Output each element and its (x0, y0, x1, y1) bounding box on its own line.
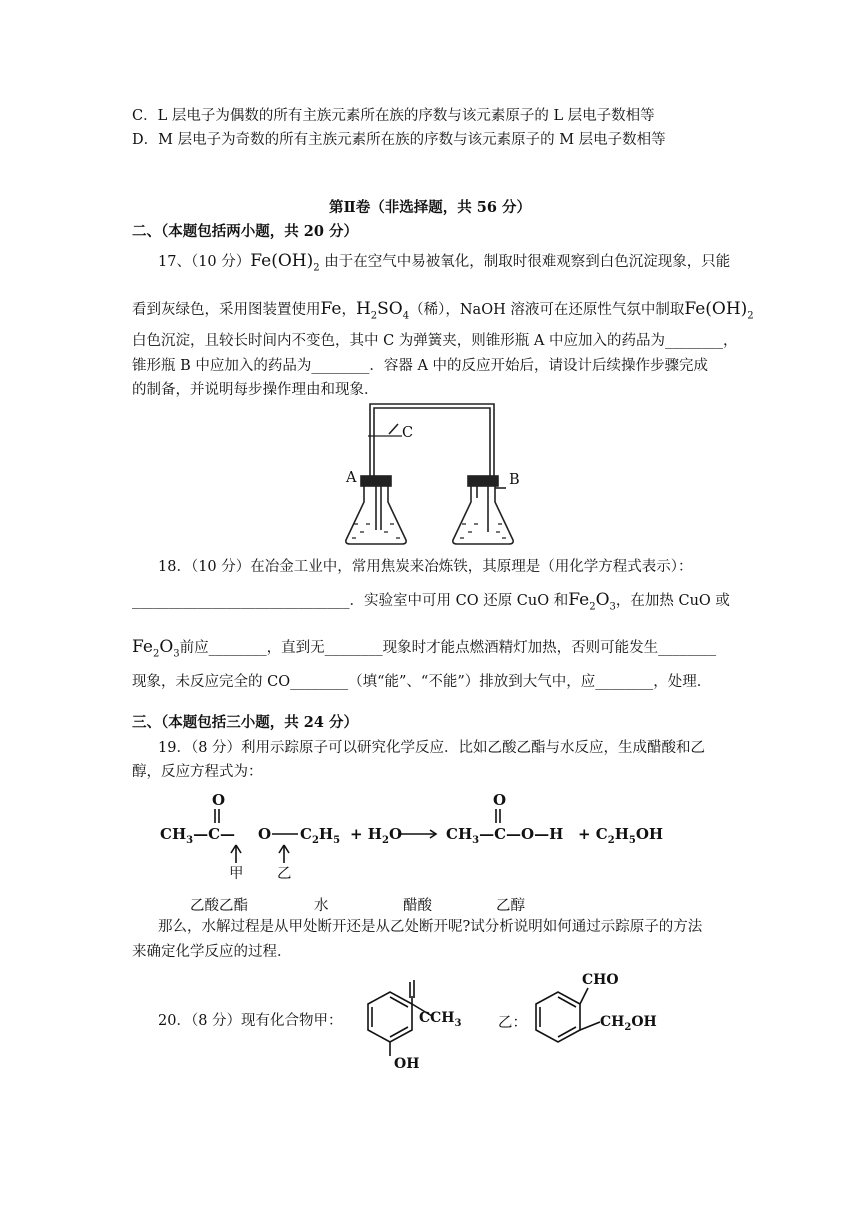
q18-text1: ______________________________．实验室中可用 CO 还原 CuO 和 (132, 593, 569, 609)
section-2-heading: 二、（本题包括两小题，共 20 分） (132, 223, 359, 240)
part2-title: 第Ⅱ卷（非选择题，共 56 分） (329, 199, 531, 216)
label-jia: 甲 (229, 866, 244, 882)
svg-text:O: O (258, 825, 272, 843)
q20-line1: 20．（8 分）现有化合物甲： (158, 1013, 343, 1029)
compound-jia-structure (342, 980, 482, 1072)
q19-line3: 那么，水解过程是从甲处断开还是从乙处断开呢?试分析说明如何通过示踪原子的方法 (158, 919, 703, 935)
formula-fe2o3: $Fe_2O_3$ (568, 590, 616, 613)
q17-line5: 的制备，并说明每步操作理由和现象． (132, 382, 379, 398)
q17-text3: （稀），NaOH 溶液可在还原性气氛中制取 (409, 302, 685, 318)
q17-number: 17、（10 分） (158, 254, 251, 270)
formula-feoh2-2: $Fe(OH)_2$ (684, 299, 754, 322)
q17-text1: 由于在空气中易被氧化，制取时很难观察到白色沉淀现象，只能 (324, 254, 731, 270)
q19-line1: 19．（8 分）利用示踪原子可以研究化学反应．比如乙酸乙酯与水反应，生成醋酸和乙 (158, 740, 706, 756)
formula-h2so4: $H_2SO_4$ (355, 299, 410, 322)
q18-text2: ，在加热 CuO 或 (615, 593, 730, 609)
svg-text:CH2OH: $CH_2OH$ (600, 1014, 657, 1033)
q17-line1 (158, 251, 730, 278)
apparatus-figure (340, 402, 520, 547)
q18-text3: 前应________，直到无________现象时才能点燃酒精灯加热，否则可能发生________ (179, 640, 717, 656)
label-clamp-c: C (402, 425, 414, 441)
name-water: 水 (314, 898, 329, 914)
q17-line2: 看到灰绿色，采用图装置使用Fe，$H_2SO_4$（稀），NaOH 溶液可在还原性气氛中制取$Fe(OH)_2$ (132, 299, 754, 322)
svg-text:CHO: CHO (582, 972, 619, 988)
q17-line3: 白色沉淀，且较长时间内不变色，其中 C 为弹簧夹，则锥形瓶 A 中应加入的药品为________， (132, 333, 738, 349)
formula-fe2o3-2: $Fe_2O_3$ (132, 637, 180, 660)
q17-text2: 看到灰绿色，采用图装置使用 (132, 302, 321, 318)
q18-line3 (132, 637, 716, 664)
label-yi: 乙 (277, 866, 292, 882)
q20-yi-label: 乙： (498, 1015, 527, 1031)
q18-line4: 现象，未反应完全的 CO________（填“能”、“不能”）排放到大气中，应________，处理． (132, 674, 712, 690)
name-ethanol: 乙醇 (496, 898, 525, 914)
formula-fe: Fe (320, 299, 342, 319)
compound-yi-structure (530, 966, 670, 1051)
svg-text:C2H5: $C_2H_5$ (300, 825, 341, 846)
svg-text:OH: OH (394, 1056, 420, 1072)
svg-text:CH3—C—O—H: $CH_3—C—O—H$ (446, 825, 564, 846)
label-flask-b: B (509, 472, 520, 488)
section-3-heading: 三、（本题包括三小题，共 24 分） (132, 714, 359, 731)
option-d: D．M 层电子为奇数的所有主族元素所在族的序数与该元素原子的 M 层电子数相等 (132, 132, 666, 148)
name-ethyl-acetate: 乙酸乙酯 (190, 898, 248, 914)
q17-line4: 锥形瓶 B 中应加入的药品为________．容器 A 中的反应开始后，请设计后续操作步骤完成 (132, 358, 709, 374)
svg-text:O: O (493, 791, 507, 809)
svg-text:CH3—C—: $CH_3—C—$ (160, 825, 236, 846)
option-c: C．L 层电子为偶数的所有主族元素所在族的序数与该元素原子的 L 层电子数相等 (132, 108, 655, 124)
name-acetic-acid: 醋酸 (403, 898, 432, 914)
q18-line1: 18．（10 分）在冶金工业中，常用焦炭来冶炼铁，其原理是（用化学方程式表示）： (158, 559, 693, 575)
formula-feoh2: $Fe(OH)_2$ (250, 251, 320, 274)
svg-text:+ C2H5OH: + $C_2H_5OH$ (578, 825, 664, 846)
q19-line2: 醇，反应方程式为： (132, 764, 263, 780)
label-flask-a: A (346, 470, 357, 486)
q19-line4: 来确定化学反应的过程． (132, 944, 292, 960)
q18-line2 (132, 590, 730, 617)
svg-text:+ H2O: + $H_2O$ (350, 825, 403, 846)
svg-text:O: O (212, 791, 226, 809)
svg-text:CCH3: $CCH_3$ (419, 1010, 462, 1029)
